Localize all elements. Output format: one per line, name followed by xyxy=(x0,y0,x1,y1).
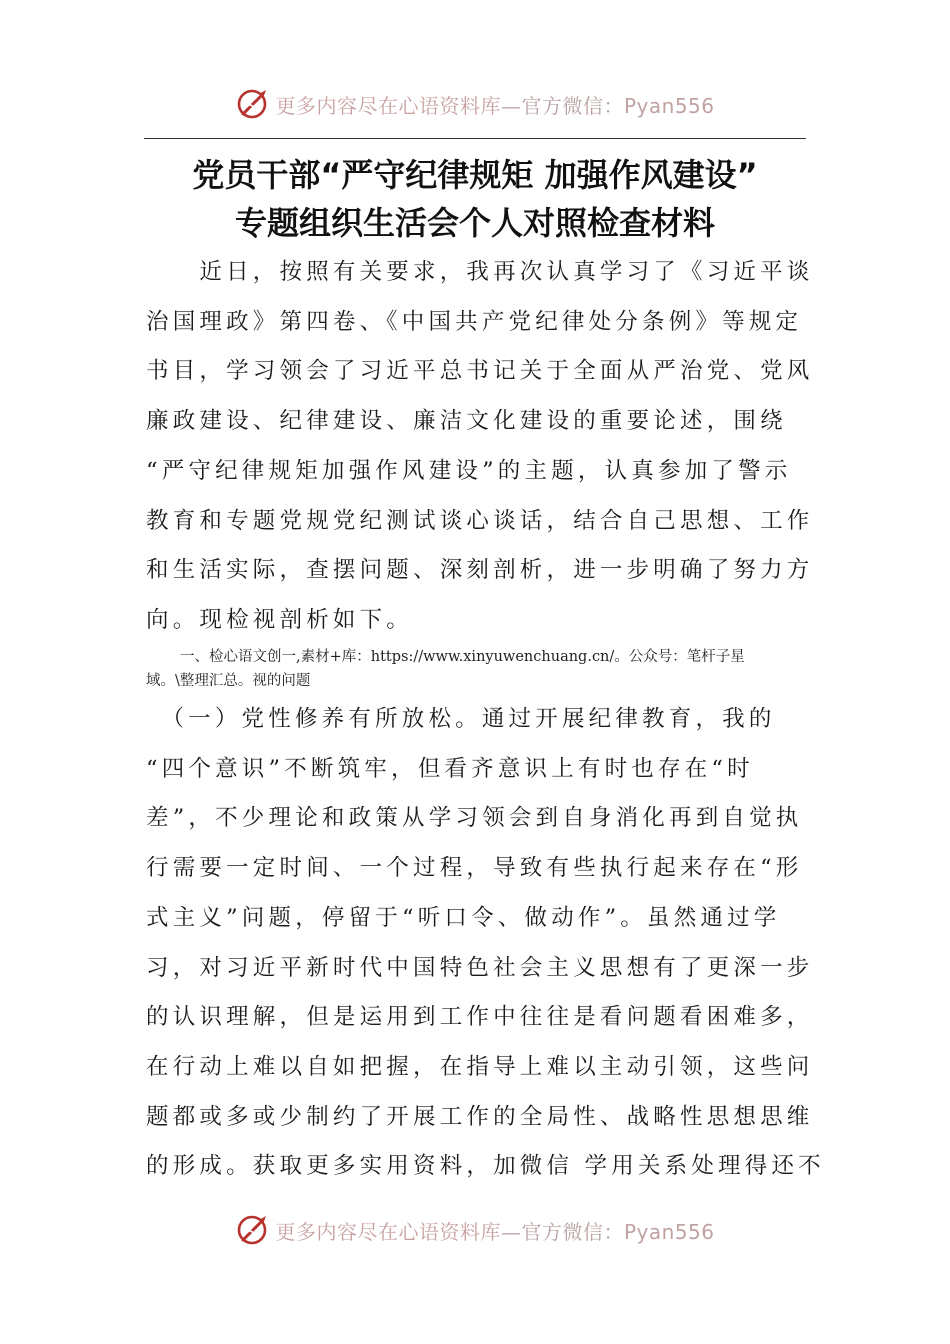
paragraph-line: “严守纪律规矩加强作风建设”的主题，认真参加了警示 xyxy=(146,457,792,484)
paragraph-line: 行需要一定时间、一个过程，导致有些执行起来存在“形 xyxy=(146,855,803,882)
document-title-line2: 专题组织生活会个人对照检查材料 xyxy=(234,204,715,242)
note-line: 一、检心语文创一,素材+库：https://www.xinyuwenchuang.cn/。公众号：笔杆子星 xyxy=(180,649,745,665)
paragraph-line: 式主义”问题，停留于“听口令、做动作”。虽然通过学 xyxy=(146,904,781,931)
banner-rest-text: 官方微信： xyxy=(521,1219,624,1244)
note-line: 域。\整理汇总。视的问题 xyxy=(146,673,311,689)
banner-rest-text: 官方微信： xyxy=(521,93,624,118)
paragraph-line: 近日，按照有关要求，我再次认真学习了《习近平谈 xyxy=(146,259,814,285)
paragraph-line: 向。现检视剖析如下。 xyxy=(146,606,414,633)
banner-dash: — xyxy=(500,1219,522,1244)
document-title-line1: 党员干部“严守纪律规矩 加强作风建设” xyxy=(192,156,758,194)
paragraph-line: 治国理政》第四卷、《中国共产党纪律处分条例》等规定 xyxy=(146,308,803,335)
paragraph-line: 的认识理解，但是运用到工作中往往是看问题看困难多， xyxy=(146,1004,814,1031)
pen-logo-icon xyxy=(235,86,271,122)
banner-wechat-id: Pyan556 xyxy=(623,93,715,118)
paragraph-line: 差”，不少理论和政策从学习领会到自身消化再到自觉执 xyxy=(146,805,803,832)
paragraph-line: （一）党性修养有所放松。通过开展纪律教育，我的 xyxy=(146,706,776,732)
header-rule xyxy=(144,138,806,139)
banner-text xyxy=(275,90,714,119)
paragraph-line: 和生活实际，查摆问题、深刻剖析，进一步明确了努力方 xyxy=(146,557,814,584)
section1-paragraph xyxy=(146,695,825,1192)
header-banner xyxy=(0,84,950,124)
banner-text xyxy=(275,1216,714,1245)
paragraph-line: 习，对习近平新时代中国特色社会主义思想有了更深一步 xyxy=(146,954,814,981)
paragraph-line: 在行动上难以自如把握，在指导上难以主动引领，这些问 xyxy=(146,1053,814,1080)
footer-banner xyxy=(0,1210,950,1250)
pen-logo-icon xyxy=(235,1212,271,1248)
paragraph-line: 廉政建设、纪律建设、廉洁文化建设的重要论述，围绕 xyxy=(146,408,787,435)
banner-main-text: 更多内容尽在心语资料库 xyxy=(275,1219,501,1244)
banner-dash: — xyxy=(500,93,522,118)
paragraph-line: “四个意识”不断筑牢，但看齐意识上有时也存在“时 xyxy=(146,755,754,782)
paragraph-line: 题都或多或少制约了开展工作的全局性、战略性思想思维 xyxy=(146,1103,814,1130)
banner-wechat-id: Pyan556 xyxy=(623,1219,715,1244)
paragraph-line: 的形成。获取更多实用资料，加微信 学用关系处理得还不 xyxy=(146,1153,825,1180)
banner-main-text: 更多内容尽在心语资料库 xyxy=(275,93,501,118)
paragraph-line: 教育和专题党规党纪测试谈心谈话，结合自己思想、工作 xyxy=(146,507,814,534)
paragraph-line: 书目，学习领会了习近平总书记关于全面从严治党、党风 xyxy=(146,358,814,385)
intro-paragraph xyxy=(146,248,814,646)
section-heading-note xyxy=(146,645,806,693)
